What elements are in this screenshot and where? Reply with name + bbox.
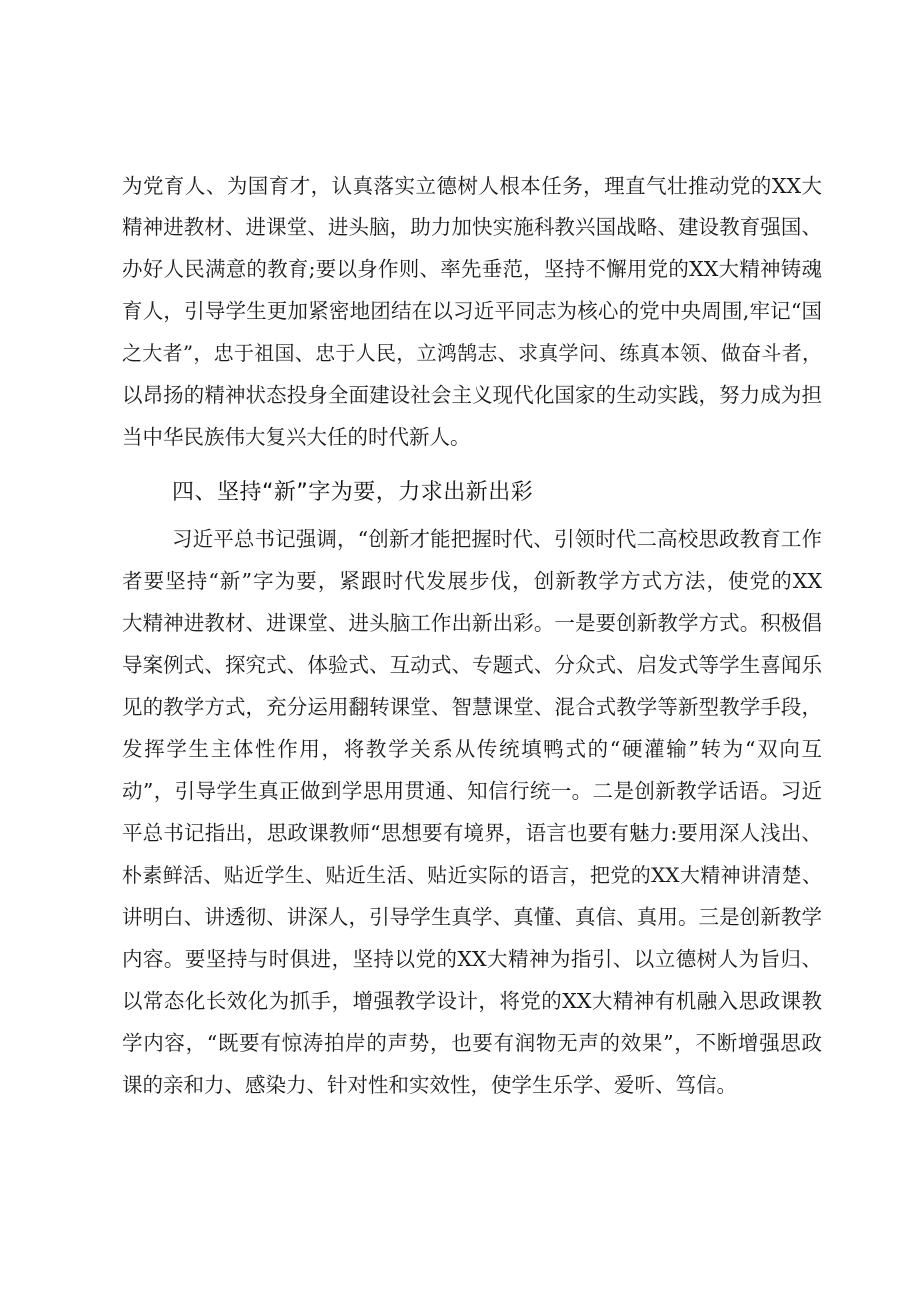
paragraph2-line-11: 内容。要坚持与时俱进，坚持以党的XX大精神为指引、以立德树人为旨归、 — [122, 947, 822, 971]
paragraph2-line-9: 朴素鲜活、贴近学生、贴近生活、贴近实际的语言，把党的XX大精神讲清楚、 — [122, 863, 822, 887]
paragraph2-line-13: 学内容，“既要有惊涛拍岸的声势，也要有润物无声的效果”，不断增强思政 — [122, 1031, 822, 1055]
paragraph2-line-12: 以常态化长效化为抓手，增强教学设计，将党的XX大精神有机融入思政课教 — [122, 989, 822, 1013]
paragraph1-line-3: 办好人民满意的教育;要以身作则、率先垂范，坚持不懈用党的XX大精神铸魂 — [122, 257, 822, 281]
paragraph2-line-4: 导案例式、探究式、体验式、互动式、专题式、分众式、启发式等学生喜闻乐 — [122, 653, 822, 677]
paragraph1-line-6: 以昂扬的精神状态投身全面建设社会主义现代化国家的生动实践，努力成为担 — [122, 383, 822, 407]
paragraph2-line-6: 发挥学生主体性作用，将教学关系从传统填鸭式的“硬灌输”转为“双向互 — [122, 737, 822, 761]
paragraph1-line-4: 育人，引导学生更加紧密地团结在以习近平同志为核心的党中央周围,牢记“国 — [122, 299, 822, 323]
paragraph1-line-5: 之大者”，忠于祖国、忠于人民，立鸿鹄志、求真学问、练真本领、做奋斗者， — [122, 341, 822, 365]
paragraph2-line-2: 者要坚持“新”字为要，紧跟时代发展步伐，创新教学方式方法，使党的XX — [122, 569, 822, 593]
paragraph2-line-7: 动”，引导学生真正做到学思用贯通、知信行统一。二是创新教学话语。习近 — [122, 779, 822, 803]
paragraph1-line-2: 精神进教材、进课堂、进头脑，助力加快实施科教兴国战略、建设教育强国、 — [122, 215, 822, 239]
paragraph2-line-14: 课的亲和力、感染力、针对性和实效性，使学生乐学、爱听、笃信。 — [122, 1073, 737, 1097]
paragraph1-line-7: 当中华民族伟大复兴大任的时代新人。 — [122, 425, 471, 449]
paragraph2-line-1: 习近平总书记强调，“创新才能把握时代、引领时代二高校思政教育工作 — [172, 527, 822, 551]
paragraph2-line-8: 平总书记指出，思政课教师“思想要有境界，语言也要有魅力:要用深人浅出、 — [122, 821, 822, 845]
paragraph2-line-3: 大精神进教材、进课堂、进头脑工作出新出彩。一是要创新教学方式。积极倡 — [122, 611, 822, 635]
section-heading: 四、坚持“新”字为要，力求出新出彩 — [172, 480, 534, 505]
paragraph2-line-10: 讲明白、讲透彻、讲深人，引导学生真学、真懂、真信、真用。三是创新教学 — [122, 905, 822, 929]
paragraph1-line-1: 为党育人、为国育才，认真落实立德树人根本任务，理直气壮推动党的XX大 — [122, 174, 822, 198]
paragraph2-line-5: 见的教学方式，充分运用翻转课堂、智慧课堂、混合式教学等新型教学手段， — [122, 695, 822, 719]
